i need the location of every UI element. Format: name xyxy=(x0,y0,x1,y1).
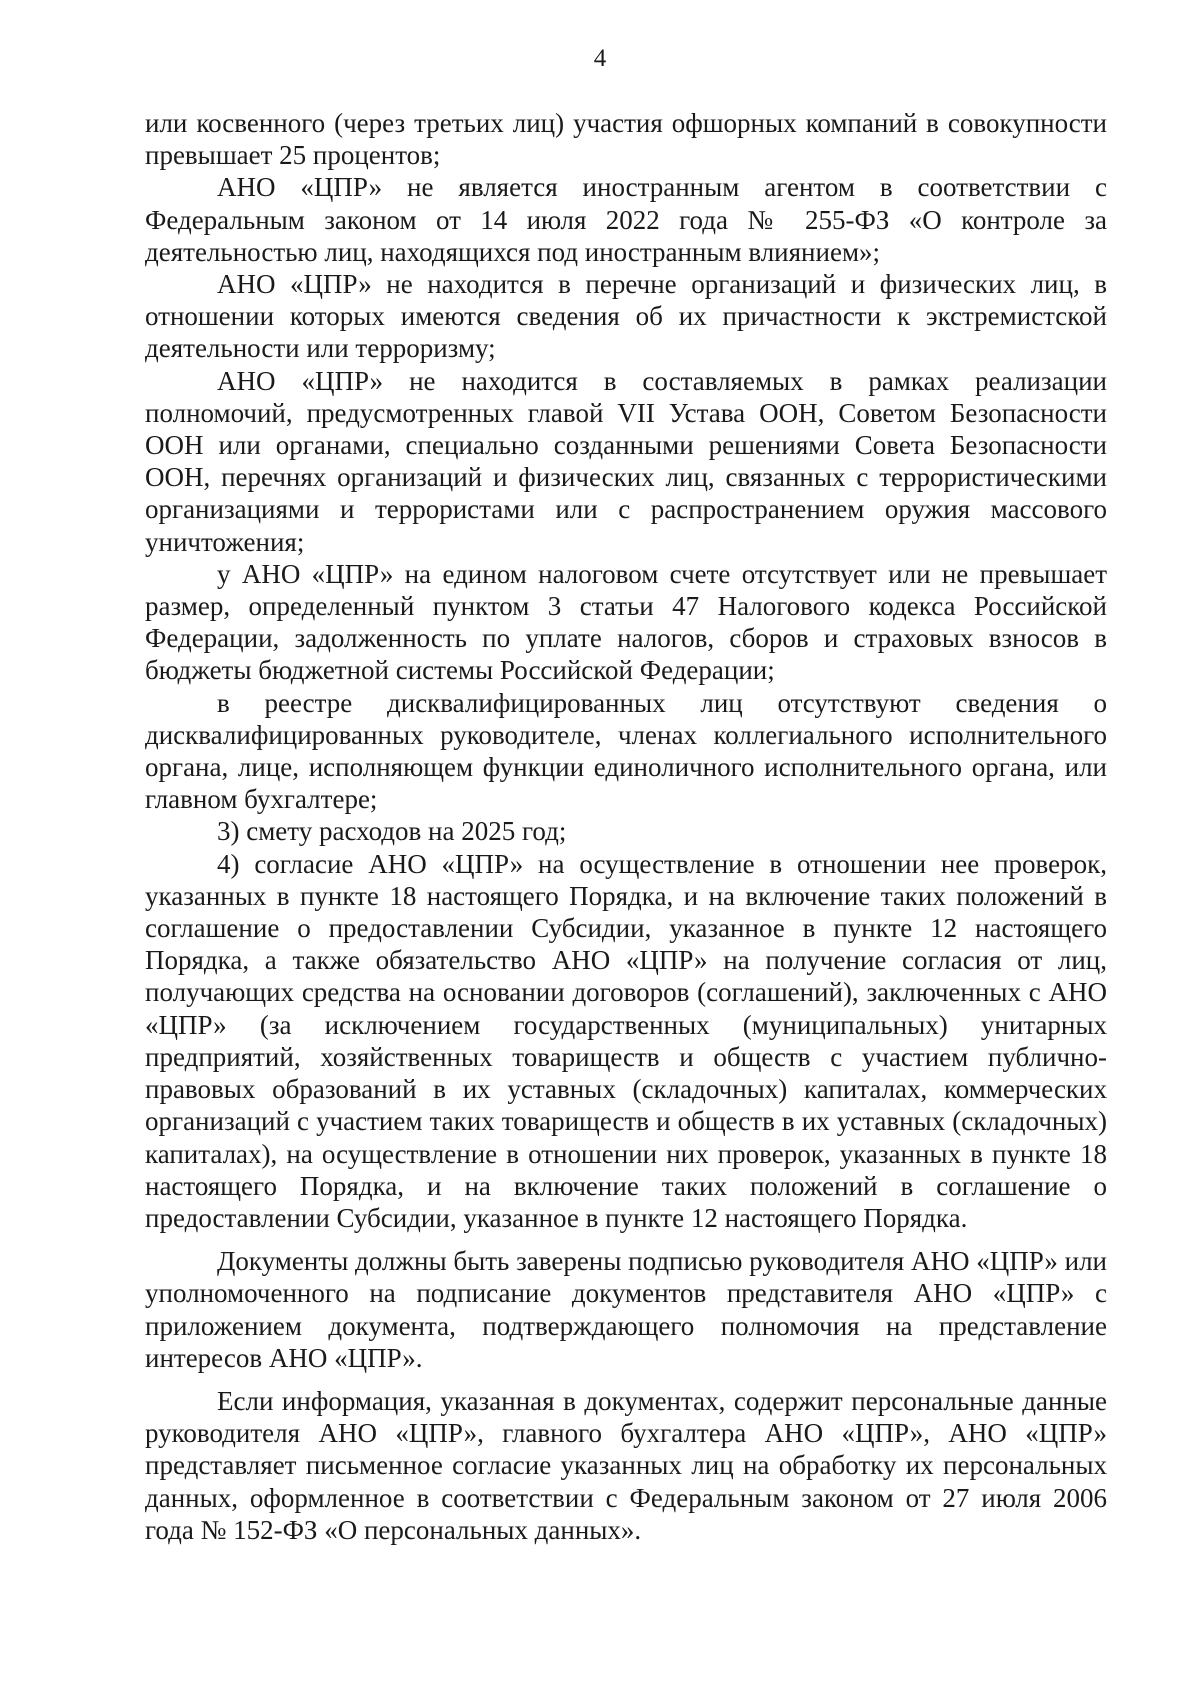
paragraph-signature-requirement: Документы должны быть заверены подписью руководителя АНО «ЦПР» или уполномоченного на подписание документов представителя АНО «ЦПР» с приложением документа, подтверждающего полномочия на представление интересов АНО «ЦПР». xyxy=(145,1246,1108,1373)
paragraph-extremism-list: АНО «ЦПР» не находится в перечне организаций и физических лиц, в отношении которых имеются сведения об их причастности к экстремистской деятельности или терроризму; xyxy=(145,269,1107,364)
page-number: 4 xyxy=(593,45,607,72)
paragraph-item-4-consent: 4) согласие АНО «ЦПР» на осуществление в отношении нее проверок, указанных в пункте 18 настоящего Порядка, и на включение таких положений в соглашение о предоставлении Субсидии, указанное в пункте 12 настоящего Порядка, а также обязательство АНО «ЦПР» на получение согласия от лиц, получающих средства на основании договоров (соглашений), заключенных с АНО «ЦПР» (за исключением государственных (муниципальных) унитарных предприятий, хозяйственных товариществ и обществ с участием публично-правовых образований в их уставных (складочных) капиталах, коммерческих организаций с участием таких товариществ и обществ в их уставных (складочных) капиталах), на осуществление в отношении них проверок, указанных в пункте 18 настоящего Порядка, и на включение таких положений в соглашение о предоставлении Субсидии, указанное в пункте 12 настоящего Порядка. xyxy=(145,848,1107,1233)
paragraph-offshore-continuation: или косвенного (через третьих лиц) участия офшорных компаний в совокупности превышает 25 процентов; xyxy=(145,108,1107,171)
paragraph-tax-debt: у АНО «ЦПР» на едином налоговом счете отсутствует или не превышает размер, определенный пунктом 3 статьи 47 Налогового кодекса Российской Федерации, задолженность по уплате налогов, сборов и страховых взносов в бюджеты бюджетной системы Российской Федерации; xyxy=(145,558,1107,686)
paragraph-personal-data: Если информация, указанная в документах, содержит персональные данные руководителя АНО «ЦПР», главного бухгалтера АНО «ЦПР», АНО «ЦПР» представляет письменное согласие указанных лиц на обработку их персональных данных, оформленное в соответствии с Федеральным законом от 27 июля 2006 года № 152-ФЗ «О персональных данных». xyxy=(145,1385,1107,1545)
paragraph-disqualified-persons: в реестре дисквалифицированных лиц отсутствуют сведения о дисквалифицированных руководителе, членах коллегиального исполнительного органа, лице, исполняющем функции единоличного исполнительного органа, или главном бухгалтере; xyxy=(145,687,1107,815)
document-body xyxy=(145,107,1107,1546)
paragraph-un-security-council: АНО «ЦПР» не находится в составляемых в рамках реализации полномочий, предусмотренных главой VII Устава ООН, Советом Безопасности ООН или органами, специально созданными решениями Совета Безопасности ООН, перечнях организаций и физических лиц, связанных с террористическими организациями и террористами или с распространением оружия массового уничтожения; xyxy=(145,365,1107,557)
paragraph-item-3-budget: 3) смету расходов на 2025 год; xyxy=(217,816,567,847)
paragraph-foreign-agent: АНО «ЦПР» не является иностранным агентом в соответствии с Федеральным законом от 14 июля 2022 года № 255-ФЗ «О контроле за деятельностью лиц, находящихся под иностранным влиянием»; xyxy=(145,172,1107,267)
